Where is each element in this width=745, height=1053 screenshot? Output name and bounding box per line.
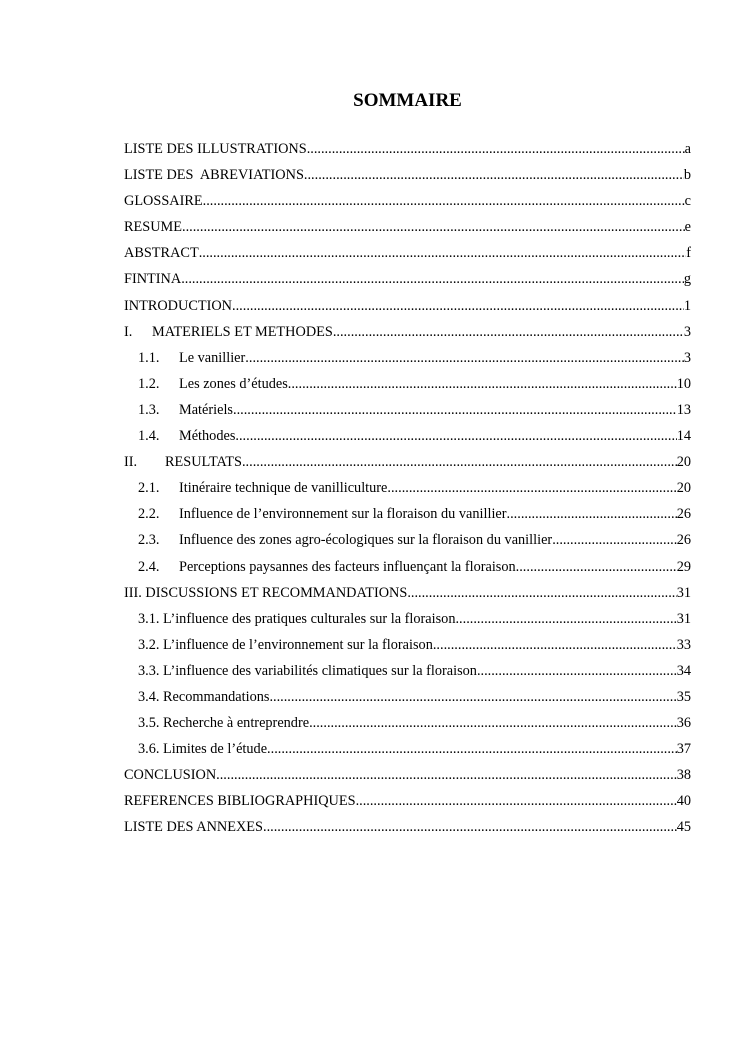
toc-dot-leader: [307, 136, 685, 162]
toc-entry-label: 3.3. L’influence des variabilités climatiques sur la floraison: [138, 662, 477, 679]
toc-entry-limites-de-l-etude[interactable]: [124, 736, 691, 762]
toc-entry-liste-des-annexes[interactable]: [124, 814, 691, 840]
toc-entry-methodes[interactable]: [124, 423, 691, 449]
toc-entry-label: Le vanillier: [179, 349, 246, 366]
toc-entry-page: 33: [676, 636, 691, 653]
toc-entry-page: 13: [676, 401, 691, 418]
toc-entry-glossaire[interactable]: [124, 188, 691, 214]
toc-entry-page: b: [683, 167, 691, 184]
toc-entry-number: 2.1.: [138, 480, 160, 497]
toc-dot-leader: [182, 214, 685, 240]
toc-entry-page: 31: [676, 610, 691, 627]
toc-dot-leader: [216, 762, 677, 788]
toc-entry-page: f: [686, 245, 691, 262]
toc-dot-leader: [242, 449, 677, 475]
toc-entry-label: CONCLUSION: [124, 767, 217, 784]
toc-entry-page: 40: [676, 793, 691, 810]
toc-entry-recherche-a-entreprendre[interactable]: [124, 710, 691, 736]
toc-entry-label: REFERENCES BIBLIOGRAPHIQUES: [124, 793, 356, 810]
toc-entry-page: 35: [676, 688, 691, 705]
toc-entry-page: 3: [683, 323, 691, 340]
toc-entry-liste-des-illustrations[interactable]: [124, 136, 691, 162]
toc-entry-conclusion[interactable]: [124, 762, 691, 788]
toc-entry-les-zones-d-etudes[interactable]: [124, 371, 691, 397]
toc-dot-leader: [263, 814, 677, 840]
toc-dot-leader: [333, 319, 684, 345]
toc-entry-label: RESUME: [124, 219, 182, 236]
table-of-contents: [124, 136, 691, 841]
toc-entry-label: Perceptions paysannes des facteurs influençant la floraison: [179, 558, 516, 575]
toc-dot-leader: [203, 188, 685, 214]
toc-entry-fintina[interactable]: [124, 266, 691, 292]
toc-entry-label: Méthodes: [179, 428, 236, 445]
toc-entry-influence-variabilites-climatiques[interactable]: [124, 658, 691, 684]
toc-dot-leader: [232, 293, 684, 319]
toc-dot-leader: [309, 710, 677, 736]
toc-entry-recommandations[interactable]: [124, 684, 691, 710]
toc-entry-influence-pratiques-culturales[interactable]: [124, 606, 691, 632]
toc-entry-label: GLOSSAIRE: [124, 193, 203, 210]
toc-dot-leader: [477, 658, 677, 684]
toc-dot-leader: [433, 632, 677, 658]
page-title: SOMMAIRE: [353, 90, 462, 111]
toc-entry-label: MATERIELS ET METHODES: [152, 323, 333, 340]
toc-entry-label: LISTE DES ABREVIATIONS: [124, 167, 304, 184]
toc-entry-introduction[interactable]: [124, 293, 691, 319]
toc-entry-label: RESULTATS: [165, 454, 242, 471]
toc-entry-influence-zones-agro-ecologiques[interactable]: [124, 527, 691, 553]
toc-entry-number: I.: [124, 323, 133, 340]
toc-entry-label: III. DISCUSSIONS ET RECOMMANDATIONS: [124, 584, 408, 601]
toc-entry-label: LISTE DES ANNEXES: [124, 819, 263, 836]
toc-entry-number: 2.3.: [138, 532, 160, 549]
toc-entry-page: 36: [676, 715, 691, 732]
toc-entry-page: 29: [676, 558, 691, 575]
toc-entry-label: ABSTRACT: [124, 245, 199, 262]
toc-entry-liste-des-abreviations[interactable]: [124, 162, 691, 188]
toc-dot-leader: [407, 580, 676, 606]
toc-entry-label: 3.6. Limites de l’étude: [138, 741, 268, 758]
toc-entry-label: Matériels: [179, 401, 233, 418]
toc-dot-leader: [245, 345, 684, 371]
toc-entry-influence-environnement-discussion[interactable]: [124, 632, 691, 658]
toc-entry-label: Influence des zones agro-écologiques sur la floraison du vanillier: [179, 532, 553, 549]
toc-entry-label: FINTINA: [124, 271, 182, 288]
toc-entry-page: g: [683, 271, 691, 288]
toc-entry-page: 38: [676, 767, 691, 784]
toc-entry-influence-environnement[interactable]: [124, 501, 691, 527]
toc-entry-label: 3.4. Recommandations: [138, 688, 270, 705]
toc-entry-page: 1: [683, 297, 691, 314]
toc-entry-discussions-et-recommandations[interactable]: [124, 580, 691, 606]
toc-entry-le-vanillier[interactable]: [124, 345, 691, 371]
toc-entry-page: 14: [676, 428, 691, 445]
toc-dot-leader: [507, 501, 677, 527]
toc-entry-page: 45: [676, 819, 691, 836]
toc-entry-abstract[interactable]: [124, 240, 691, 266]
toc-entry-page: 10: [676, 375, 691, 392]
toc-entry-number: 1.1.: [138, 349, 160, 366]
toc-entry-page: 3: [683, 349, 691, 366]
toc-entry-label: LISTE DES ILLUSTRATIONS: [124, 141, 307, 157]
toc-dot-leader: [387, 475, 676, 501]
toc-entry-materiels[interactable]: [124, 397, 691, 423]
toc-dot-leader: [356, 788, 677, 814]
toc-dot-leader: [181, 266, 684, 292]
toc-entry-page: c: [684, 193, 691, 210]
toc-entry-resume[interactable]: [124, 214, 691, 240]
toc-dot-leader: [199, 240, 687, 266]
toc-entry-itineraire-technique[interactable]: [124, 475, 691, 501]
toc-dot-leader: [288, 371, 677, 397]
toc-dot-leader: [267, 736, 677, 762]
toc-entry-number: 2.4.: [138, 558, 160, 575]
toc-entry-number: II.: [124, 454, 138, 471]
toc-entry-label: Les zones d’études: [179, 375, 288, 392]
toc-dot-leader: [304, 162, 684, 188]
toc-entry-resultats[interactable]: [124, 449, 691, 475]
toc-dot-leader: [235, 423, 676, 449]
toc-entry-number: 1.3.: [138, 401, 160, 418]
toc-entry-page: 26: [676, 506, 691, 523]
toc-entry-page: 37: [676, 741, 691, 758]
toc-entry-label: 3.1. L’influence des pratiques culturales sur la floraison: [138, 610, 456, 627]
toc-entry-page: a: [684, 141, 691, 157]
toc-entry-label: Itinéraire technique de vanilliculture: [179, 480, 388, 497]
toc-entry-number: 1.4.: [138, 428, 160, 445]
toc-entry-label: Influence de l’environnement sur la floraison du vanillier: [179, 506, 507, 523]
toc-dot-leader: [516, 554, 677, 580]
toc-entry-label: 3.2. L’influence de l’environnement sur la floraison: [138, 636, 433, 653]
toc-entry-perceptions-paysannes[interactable]: [124, 554, 691, 580]
toc-dot-leader: [269, 684, 676, 710]
toc-entry-number: 1.2.: [138, 375, 160, 392]
toc-entry-page: 31: [676, 584, 691, 601]
toc-entry-page: 26: [676, 532, 691, 549]
toc-entry-materiels-et-methodes[interactable]: [124, 319, 691, 345]
toc-dot-leader: [233, 397, 677, 423]
toc-entry-number: 2.2.: [138, 506, 160, 523]
toc-entry-page: 20: [676, 480, 691, 497]
toc-dot-leader: [552, 527, 677, 553]
toc-dot-leader: [455, 606, 676, 632]
toc-entry-page: 20: [676, 454, 691, 471]
toc-entry-label: 3.5. Recherche à entreprendre: [138, 715, 310, 732]
toc-entry-page: 34: [676, 662, 691, 679]
toc-entry-label: INTRODUCTION: [124, 297, 233, 314]
toc-entry-references-bibliographiques[interactable]: [124, 788, 691, 814]
toc-entry-page: e: [684, 219, 691, 236]
